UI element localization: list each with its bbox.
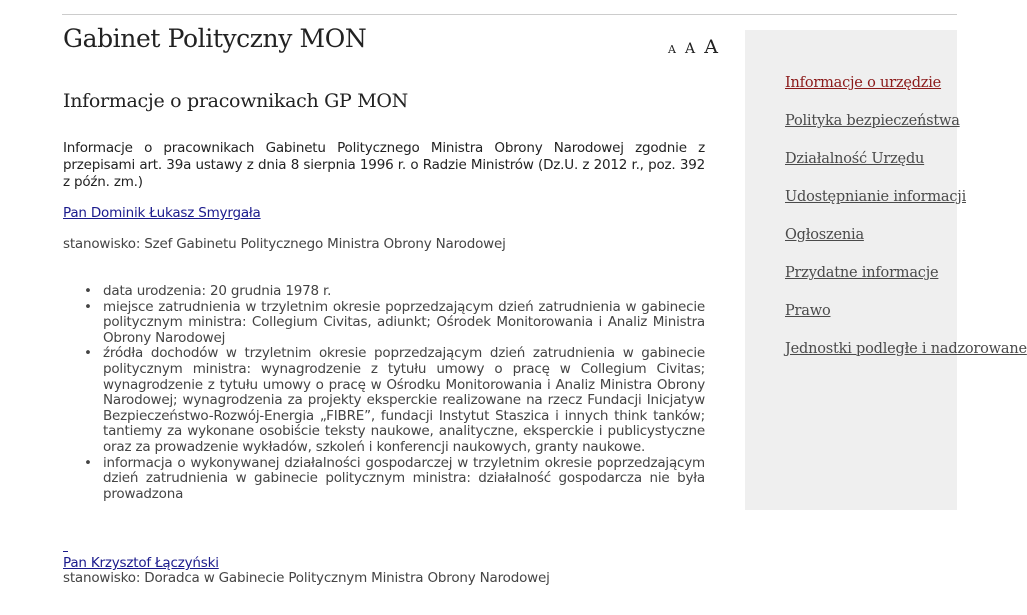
sidebar-link[interactable]: Przydatne informacje [785,265,939,281]
sidebar-item-udostepnianie-informacji [785,186,966,205]
header-divider [62,14,957,15]
sidebar-item-polityka-bezpieczenstwa [785,110,960,129]
sidebar-link[interactable]: Udostępnianie informacji [785,189,967,205]
sidebar-link[interactable]: Informacje o urzędzie [785,75,942,91]
previous-employment-item: • miejsce zatrudnienia w trzyletnim okresie poprzedzającym dzień zatrudnienia w gabinecie politycznym ministra: Collegium Civitas, adiunkt; Ośrodek Monitorowania i Analiz Ministra Obrony Narodowej [103,300,705,347]
font-size-small-button[interactable]: A [668,43,676,56]
sidebar-link[interactable]: Ogłoszenia [785,227,864,243]
font-size-large-button[interactable]: A [704,36,718,58]
page-heading: Informacje o pracownikach GP MON [63,90,408,112]
business-activity-item: • informacja o wykonywanej działalności gospodarczej w trzyletnim okresie poprzedzającym dzień zatrudnienia w gabinecie politycznym ministra: działalność gospodarcza nie była prowadzona [103,456,705,503]
intro-paragraph: Informacje o pracownikach Gabinetu Politycznego Ministra Obrony Narodowej zgodnie z przepisami art. 39a ustawy z dnia 8 sierpnia 1996 r. o Radzie Ministrów (Dz.U. z 2012 r., poz. 392 z późn. zm.) [63,140,705,190]
sidebar-item-przydatne-informacje [785,262,938,281]
sidebar-item-prawo [785,300,830,319]
font-size-controls [668,36,722,58]
employee-details-list [63,284,705,502]
employee-link-smyrgala[interactable]: Pan Dominik Łukasz Smyrgała [63,205,261,221]
sidebar-item-informacje-o-urzedzie [785,72,941,91]
employee-position: stanowisko: Doradca w Gabinecie Politycznym Ministra Obrony Narodowej [63,570,550,586]
sidebar-item-ogloszenia [785,224,864,243]
sidebar-nav [745,30,1027,510]
sidebar-item-jednostki-podlegle [785,338,1027,357]
font-size-medium-button[interactable]: A [685,41,696,57]
sidebar-item-dzialalnosc-urzedu [785,148,924,167]
site-title: Gabinet Polityczny MON [63,24,367,53]
sidebar-link[interactable]: Polityka bezpieczeństwa [785,113,960,129]
employee-position: stanowisko: Szef Gabinetu Politycznego Ministra Obrony Narodowej [63,236,506,252]
sidebar-link[interactable]: Prawo [785,303,831,319]
sidebar-link[interactable]: Jednostki podległe i nadzorowane [785,341,1027,357]
income-sources-item: • źródła dochodów w trzyletnim okresie poprzedzającym dzień zatrudnienia w gabinecie politycznym ministra: wynagrodzenie z tytułu umowy o pracę w Collegium Civitas; wynagrodzenie z tytułu umowy o pracę w Ośrodku Monitorowania i Analiz Ministra Obrony Narodowej; wynagrodzenia za projekty eksperckie realizowane na rzecz Fundacji Inicjatyw Bezpieczeństwo-Rozwój-Energia „FIBRE”, fundacji Instytut Staszica i innych think tanków; tantiemy za wykonane osobiście teksty naukowe, analityczne, eksperckie i publicystyczne oraz za prowadzenie wykładów, szkoleń i konferencji naukowych, granty naukowe. [103,346,705,455]
birth-date-item: • data urodzenia: 20 grudnia 1978 r. [103,284,705,300]
employee-link-laczynski[interactable]: Pan Krzysztof Łączyński [63,555,219,571]
sidebar-link[interactable]: Działalność Urzędu [785,151,925,167]
